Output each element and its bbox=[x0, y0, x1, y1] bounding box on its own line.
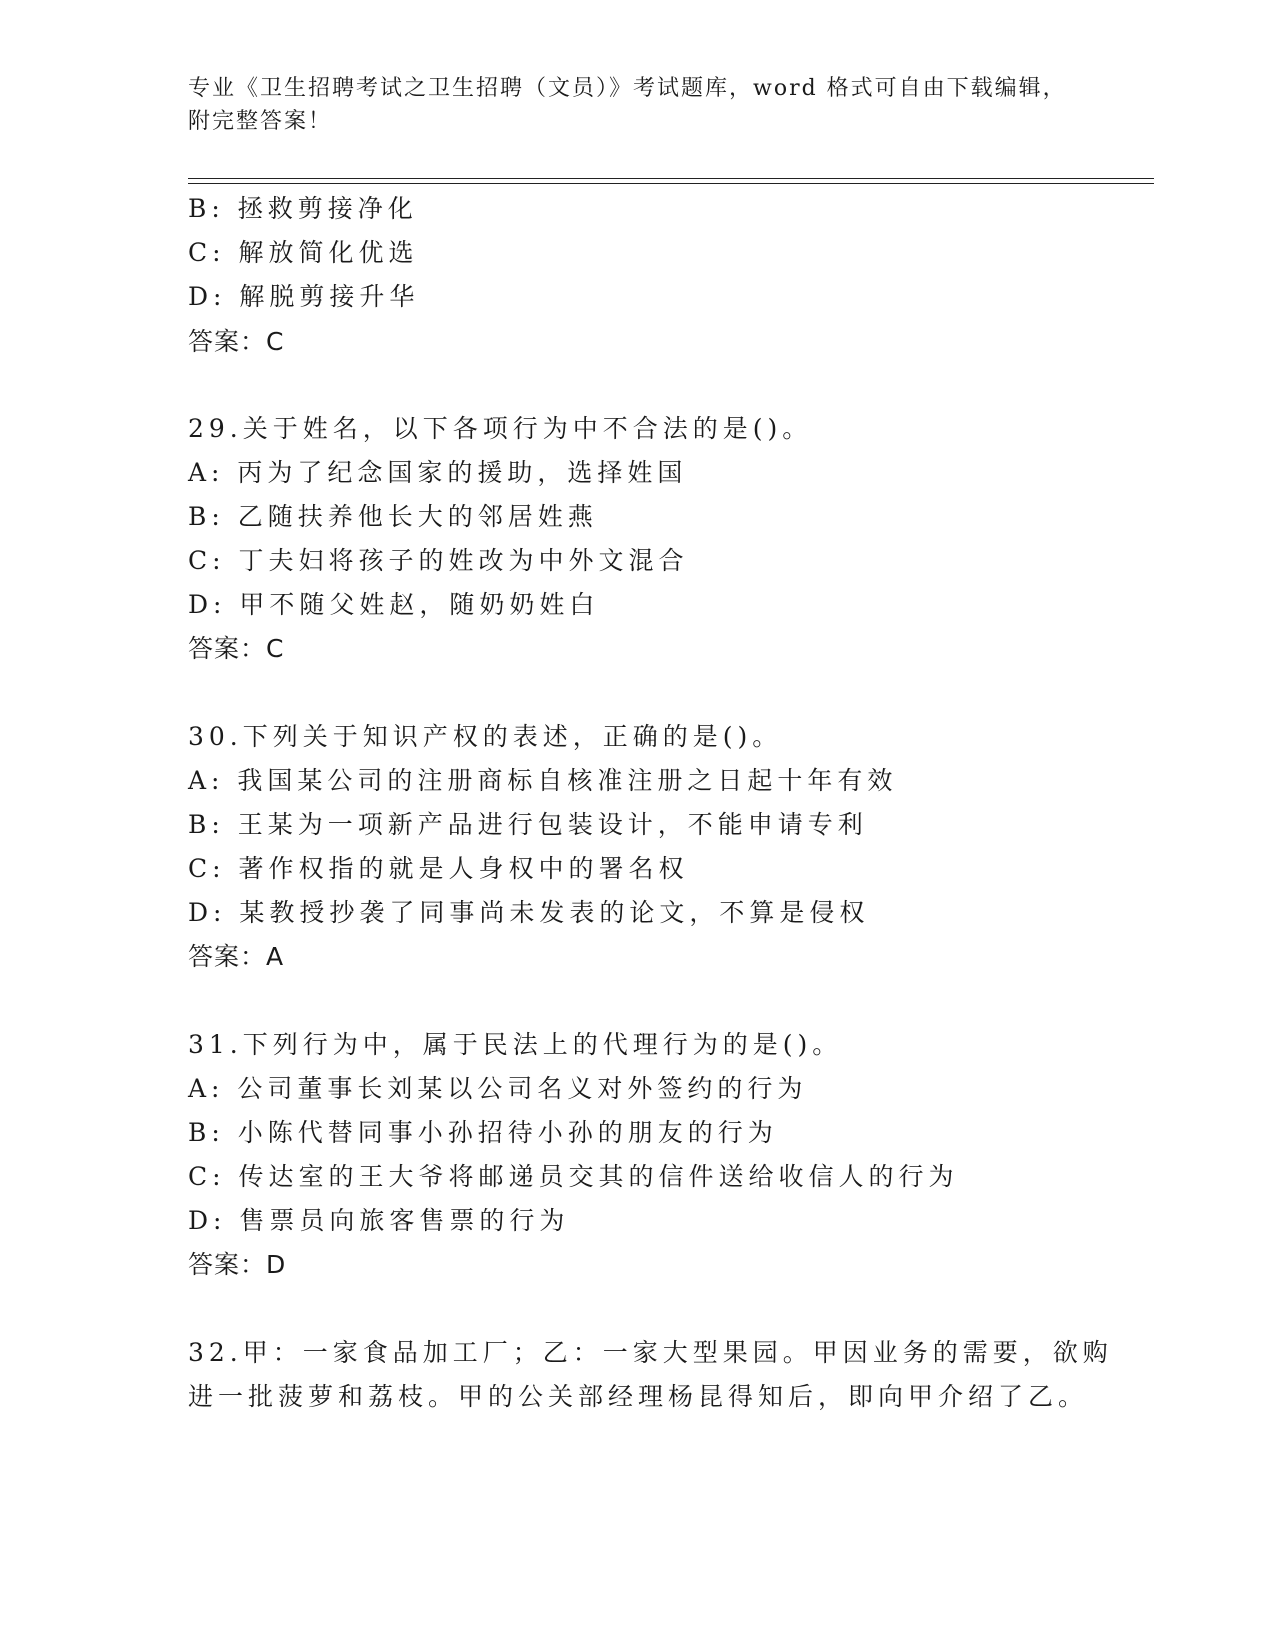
option-c: C: 解放简化优选 bbox=[188, 238, 419, 267]
option-b: B: 小陈代替同事小孙招待小孙的朋友的行为 bbox=[188, 1118, 778, 1147]
header-rule-bottom bbox=[188, 183, 1154, 184]
option-b: B: 王某为一项新产品进行包装设计，不能申请专利 bbox=[188, 810, 868, 839]
option-a: A: 公司董事长刘某以公司名义对外签约的行为 bbox=[188, 1074, 808, 1103]
answer-line: 答案：D bbox=[188, 1250, 287, 1279]
option-b: B: 拯救剪接净化 bbox=[188, 194, 418, 223]
option-c: C: 著作权指的就是人身权中的署名权 bbox=[188, 854, 689, 883]
option-a: A: 丙为了纪念国家的援助，选择姓国 bbox=[188, 458, 688, 487]
option-a: A: 我国某公司的注册商标自核准注册之日起十年有效 bbox=[188, 766, 898, 795]
document-header: 专业《卫生招聘考试之卫生招聘（文员）》考试题库，word 格式可自由下载编辑，附完整答案！ bbox=[188, 76, 1067, 134]
option-c: C: 丁夫妇将孩子的姓改为中外文混合 bbox=[188, 546, 689, 575]
question-stem-line-2: 进一批菠萝和荔枝。甲的公关部经理杨昆得知后，即向甲介绍了乙。 bbox=[188, 1382, 1089, 1411]
question-stem-line-1: 32.甲：一家食品加工厂；乙：一家大型果园。甲因业务的需要，欲购 bbox=[188, 1338, 1113, 1367]
option-c: C: 传达室的王大爷将邮递员交其的信件送给收信人的行为 bbox=[188, 1162, 959, 1191]
question-stem: 31.下列行为中，属于民法上的代理行为的是()。 bbox=[188, 1030, 843, 1059]
answer-line: 答案：C bbox=[188, 327, 285, 356]
answer-line: 答案：C bbox=[188, 634, 285, 663]
option-d: D: 甲不随父姓赵，随奶奶姓白 bbox=[188, 590, 600, 619]
answer-line: 答案：A bbox=[188, 942, 285, 971]
header-rule-top bbox=[188, 178, 1154, 179]
option-d: D: 售票员向旅客售票的行为 bbox=[188, 1206, 570, 1235]
option-b: B: 乙随扶养他长大的邻居姓燕 bbox=[188, 502, 598, 531]
question-stem: 29.关于姓名，以下各项行为中不合法的是()。 bbox=[188, 414, 813, 443]
question-stem: 30.下列关于知识产权的表述，正确的是()。 bbox=[188, 722, 783, 751]
option-d: D: 解脱剪接升华 bbox=[188, 282, 420, 311]
option-d: D: 某教授抄袭了同事尚未发表的论文，不算是侵权 bbox=[188, 898, 870, 927]
